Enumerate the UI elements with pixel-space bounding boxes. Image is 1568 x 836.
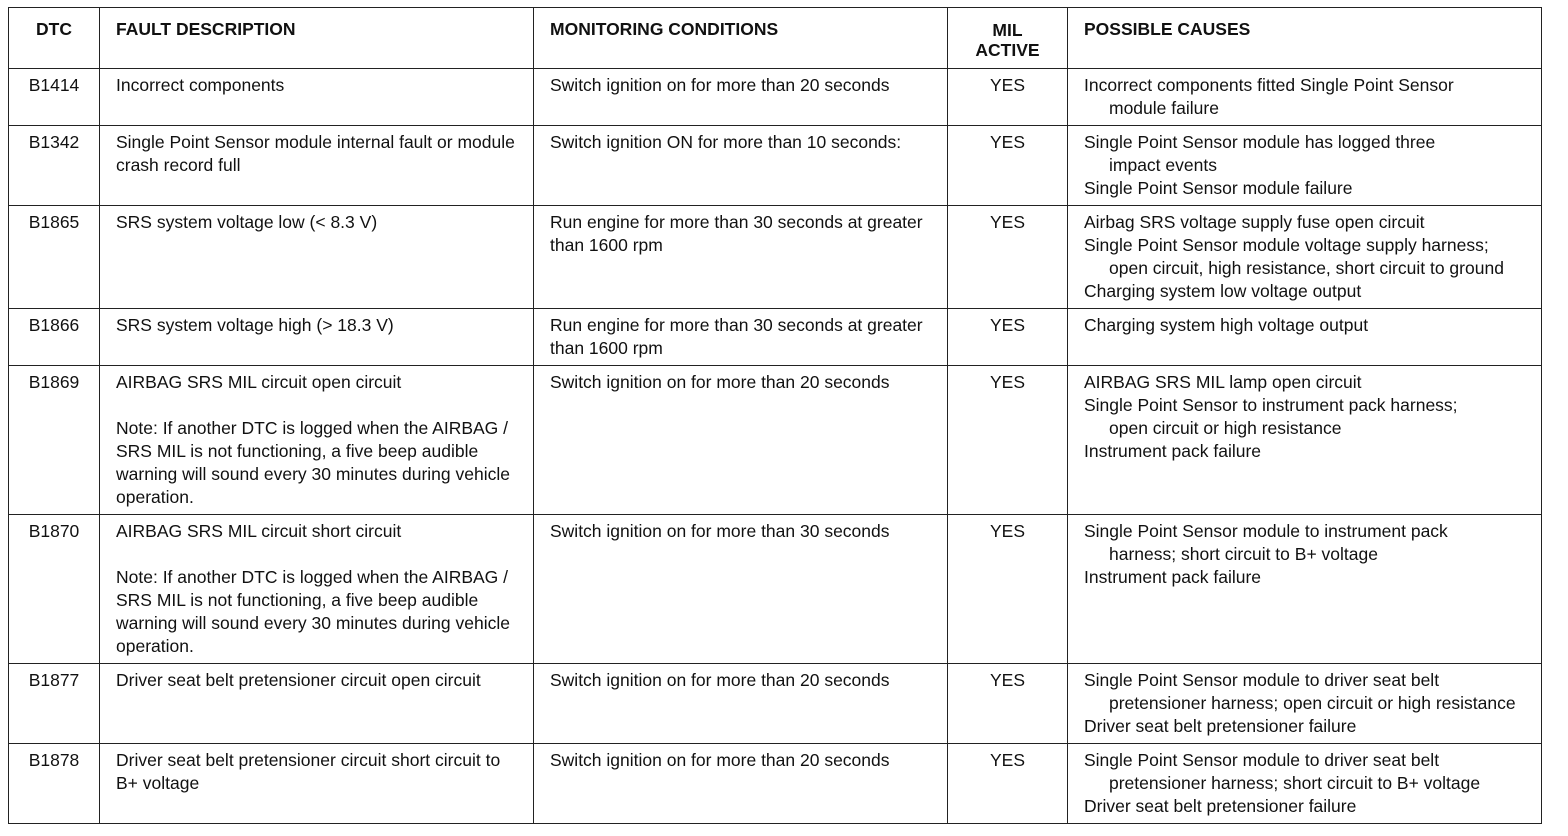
- cause-text: Charging system high voltage output: [1084, 315, 1369, 335]
- possible-causes: [1068, 366, 1542, 515]
- fault-description: [100, 744, 534, 824]
- fault-text: AIRBAG SRS MIL circuit short circuit: [116, 521, 402, 541]
- monitoring-conditions: Switch ignition on for more than 20 seconds: [534, 366, 948, 515]
- cause-text: Incorrect components fitted Single Point Sensor: [1084, 75, 1454, 95]
- dtc-code: B1865: [9, 206, 100, 309]
- cause-item: [1084, 371, 1527, 394]
- cause-item: [1084, 234, 1527, 280]
- header-mil-line2: ACTIVE: [975, 40, 1040, 60]
- cause-item: [1084, 715, 1527, 738]
- header-mil-active: [948, 8, 1068, 69]
- cause-continuation: impact events: [1109, 155, 1217, 175]
- monitoring-conditions: Switch ignition on for more than 30 seconds: [534, 515, 948, 664]
- mil-active: YES: [948, 515, 1068, 664]
- table-row: [9, 309, 1542, 366]
- header-dtc: DTC: [9, 8, 100, 69]
- possible-causes: [1068, 744, 1542, 824]
- cause-continuation: pretensioner harness; short circuit to B+ voltage: [1109, 773, 1481, 793]
- cause-item: [1084, 394, 1527, 440]
- dtc-code: B1870: [9, 515, 100, 664]
- mil-active: YES: [948, 126, 1068, 206]
- header-monitoring-conditions: MONITORING CONDITIONS: [534, 8, 948, 69]
- fault-text: SRS system voltage low (< 8.3 V): [116, 212, 378, 232]
- cause-text: Charging system low voltage output: [1084, 281, 1362, 301]
- mil-active: YES: [948, 309, 1068, 366]
- fault-description: [100, 309, 534, 366]
- table-row: [9, 69, 1542, 126]
- table-row: [9, 664, 1542, 744]
- cause-item: [1084, 566, 1527, 589]
- fault-description: [100, 366, 534, 515]
- monitoring-conditions: Switch ignition on for more than 20 seconds: [534, 69, 948, 126]
- dtc-code: B1866: [9, 309, 100, 366]
- fault-note: Note: If another DTC is logged when the AIRBAG / SRS MIL is not functioning, a five beep audible warning will sound every 30 minutes during vehicle operation.: [116, 418, 510, 507]
- fault-description: [100, 515, 534, 664]
- fault-text: Driver seat belt pretensioner circuit short circuit to B+ voltage: [116, 750, 501, 793]
- monitoring-conditions: Switch ignition on for more than 20 seconds: [534, 744, 948, 824]
- possible-causes: [1068, 69, 1542, 126]
- cause-item: [1084, 280, 1527, 303]
- monitoring-conditions: Run engine for more than 30 seconds at greater than 1600 rpm: [534, 206, 948, 309]
- cause-item: [1084, 74, 1527, 120]
- cause-continuation: open circuit, high resistance, short circuit to ground: [1109, 258, 1504, 278]
- cause-continuation: open circuit or high resistance: [1109, 418, 1342, 438]
- cause-text: Single Point Sensor module voltage supply harness;: [1084, 235, 1489, 255]
- cause-continuation: module failure: [1109, 98, 1219, 118]
- cause-text: AIRBAG SRS MIL lamp open circuit: [1084, 372, 1362, 392]
- table-row: [9, 126, 1542, 206]
- header-possible-causes: POSSIBLE CAUSES: [1068, 8, 1542, 69]
- mil-active: YES: [948, 206, 1068, 309]
- fault-description: [100, 206, 534, 309]
- cause-item: [1084, 314, 1527, 337]
- dtc-code: B1869: [9, 366, 100, 515]
- possible-causes: [1068, 664, 1542, 744]
- fault-description: [100, 126, 534, 206]
- fault-description: [100, 69, 534, 126]
- cause-continuation: pretensioner harness; open circuit or high resistance: [1109, 693, 1516, 713]
- table-row: [9, 515, 1542, 664]
- mil-active: YES: [948, 744, 1068, 824]
- cause-text: Driver seat belt pretensioner failure: [1084, 796, 1357, 816]
- table-header: [9, 8, 1542, 69]
- possible-causes: [1068, 515, 1542, 664]
- possible-causes: [1068, 206, 1542, 309]
- dtc-code: B1342: [9, 126, 100, 206]
- cause-text: Airbag SRS voltage supply fuse open circuit: [1084, 212, 1425, 232]
- cause-item: [1084, 749, 1527, 795]
- possible-causes: [1068, 126, 1542, 206]
- fault-text: Driver seat belt pretensioner circuit open circuit: [116, 670, 481, 690]
- fault-text: Incorrect components: [116, 75, 285, 95]
- cause-item: [1084, 440, 1527, 463]
- cause-item: [1084, 177, 1527, 200]
- table-body: [9, 69, 1542, 824]
- header-row: [9, 8, 1542, 69]
- mil-active: YES: [948, 366, 1068, 515]
- dtc-code: B1414: [9, 69, 100, 126]
- dtc-code: B1878: [9, 744, 100, 824]
- mil-active: YES: [948, 664, 1068, 744]
- header-mil-line1: MIL: [992, 20, 1023, 40]
- fault-text: Single Point Sensor module internal fault or module crash record full: [116, 132, 515, 175]
- cause-text: Driver seat belt pretensioner failure: [1084, 716, 1357, 736]
- table-row: [9, 366, 1542, 515]
- fault-text: AIRBAG SRS MIL circuit open circuit: [116, 372, 402, 392]
- dtc-table: [8, 7, 1542, 824]
- header-fault-description: FAULT DESCRIPTION: [100, 8, 534, 69]
- cause-item: [1084, 520, 1527, 566]
- cause-continuation: harness; short circuit to B+ voltage: [1109, 544, 1378, 564]
- cause-text: Single Point Sensor module to driver seat belt: [1084, 670, 1440, 690]
- cause-item: [1084, 131, 1527, 177]
- monitoring-conditions: Switch ignition on for more than 20 seconds: [534, 664, 948, 744]
- possible-causes: [1068, 309, 1542, 366]
- cause-text: Instrument pack failure: [1084, 441, 1262, 461]
- cause-text: Instrument pack failure: [1084, 567, 1262, 587]
- fault-note: Note: If another DTC is logged when the AIRBAG / SRS MIL is not functioning, a five beep audible warning will sound every 30 minutes during vehicle operation.: [116, 567, 510, 656]
- cause-text: Single Point Sensor module to instrument pack: [1084, 521, 1448, 541]
- fault-description: [100, 664, 534, 744]
- monitoring-conditions: Switch ignition ON for more than 10 seconds:: [534, 126, 948, 206]
- cause-text: Single Point Sensor to instrument pack harness;: [1084, 395, 1458, 415]
- mil-active: YES: [948, 69, 1068, 126]
- cause-item: [1084, 669, 1527, 715]
- cause-item: [1084, 211, 1527, 234]
- fault-text: SRS system voltage high (> 18.3 V): [116, 315, 394, 335]
- dtc-code: B1877: [9, 664, 100, 744]
- monitoring-conditions: Run engine for more than 30 seconds at greater than 1600 rpm: [534, 309, 948, 366]
- table-row: [9, 744, 1542, 824]
- cause-item: [1084, 795, 1527, 818]
- cause-text: Single Point Sensor module failure: [1084, 178, 1353, 198]
- cause-text: Single Point Sensor module to driver seat belt: [1084, 750, 1440, 770]
- table-row: [9, 206, 1542, 309]
- cause-text: Single Point Sensor module has logged three: [1084, 132, 1436, 152]
